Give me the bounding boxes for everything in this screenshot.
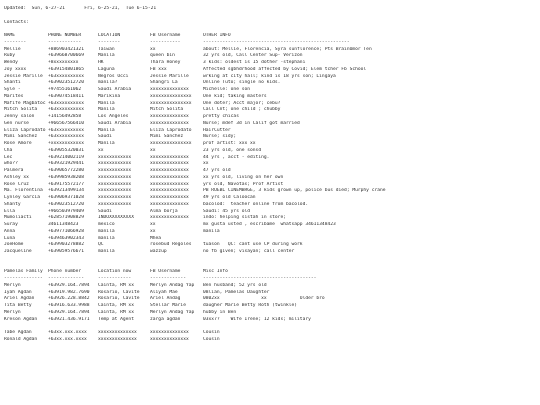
name-cell: Mellie	[4, 46, 21, 52]
phone-cell: -------------	[48, 276, 84, 281]
other-info-cell: 3 kids: oldest is 15 dother -stephani	[203, 60, 306, 65]
fb-username-cell: xxxxxxxxxxxxxx	[150, 188, 189, 194]
other-info-cell: 49 yrs old Caloocan	[203, 195, 256, 200]
other-info-cell: Misc Info	[203, 269, 228, 275]
name-cell: NAME	[4, 33, 16, 38]
fb-username-cell: FB xxx	[150, 66, 167, 72]
location-cell: --------	[98, 39, 121, 45]
phone-cell: 34611348423	[48, 222, 79, 227]
fb-username-cell: Merlyn Andag Yap	[150, 282, 195, 288]
fb-username-cell: xxxxxxxxxxxxxx	[150, 330, 189, 335]
location-cell: Location now	[98, 269, 132, 275]
location-cell: mexico	[98, 222, 115, 227]
fb-username-cell: xxxxxxxxxxxxxx	[150, 114, 189, 119]
name-cell: Merlyn	[4, 309, 21, 315]
fb-username-cell: Aliyah Mae	[150, 289, 178, 295]
fb-username-cell: xxxxxxxxxxxxxx	[150, 195, 189, 200]
phone-cell: +97455161062	[48, 87, 82, 92]
contact-row	[4, 67, 540, 74]
name-cell: Cha	[4, 147, 13, 153]
location-cell: INDOXXXXXXXXX	[98, 215, 134, 221]
contact-row	[4, 161, 540, 168]
other-info-cell: One kid; taking masters	[203, 93, 267, 99]
contact-row	[4, 249, 540, 256]
location-cell: Manila	[98, 107, 115, 113]
other-info-cell: hubby in Ben	[203, 309, 237, 315]
fb-username-cell: xx	[150, 147, 156, 153]
other-info-cell: indo: helping sistah in store;	[203, 215, 286, 221]
family-row	[4, 337, 540, 344]
fb-username-cell: xxxxxxxxxxxxxx	[150, 87, 189, 92]
other-info-cell: Online Tuto; single no kids.	[203, 80, 281, 86]
contact-row	[4, 242, 540, 249]
contact-row	[4, 107, 540, 114]
location-cell: xxxxxxxxxxxx	[98, 168, 132, 173]
location-cell: Cainta, RM xx	[98, 309, 134, 315]
location-cell: Los Angeles	[98, 114, 129, 119]
phone-cell: +639055320031	[48, 147, 84, 153]
family-table	[4, 269, 540, 323]
other-info-cell: 44 yrs , acct - editing.	[203, 154, 270, 160]
other-info-cell: tuason QC: cant use CP during work	[203, 242, 303, 248]
name-cell: Iyah Agdan	[4, 289, 32, 295]
name-cell: Eliza Caprodato	[4, 127, 46, 133]
other-info-cell: daugher Marie Betty Roth (twinkle)	[203, 303, 298, 308]
name-cell: Mitch Solita	[4, 107, 38, 113]
fb-username-cell: xxxxxxxxxxxxxxx	[150, 141, 192, 146]
other-info-cell: One doter; Acct major; cebu?	[203, 100, 281, 106]
phone-cell: +8xxxxxxxxx	[48, 60, 79, 65]
name-cell: Pamelas Family	[4, 269, 43, 275]
location-cell: LOCATION	[98, 33, 121, 38]
fb-username-cell: xxxxxxxxxxxxxx	[150, 161, 189, 167]
family-row	[4, 303, 540, 310]
name-cell: Palmera	[4, 168, 24, 173]
name-cell: Ruby	[4, 53, 16, 59]
phone-cell: +639023512720	[48, 201, 84, 207]
contact-row	[4, 236, 540, 243]
phone-cell: +639059576671	[48, 249, 84, 254]
phone-cell: +14156492858	[48, 114, 82, 119]
family-row	[4, 317, 540, 324]
fb-username-cell: -------------	[150, 276, 186, 281]
family-row	[4, 330, 540, 337]
location-cell: Saudi	[98, 134, 112, 140]
fb-username-cell: Stellar Marie	[150, 303, 186, 308]
family-row	[4, 310, 540, 317]
contact-row	[4, 47, 540, 54]
contact-row	[4, 60, 540, 67]
location-cell: Taiwan	[98, 46, 115, 52]
phone-cell: +639985938208	[48, 174, 84, 180]
phone-cell: +63xx.xxx.xxxx	[48, 330, 87, 335]
other-info-cell: Cousin	[203, 330, 220, 335]
fb-username-cell: rosebud Regoles	[150, 242, 192, 248]
location-cell: manila	[98, 228, 115, 234]
fb-username-cell: Eliza Caprodato	[150, 127, 192, 133]
updated-line: Updated: Sun, 6-27-21 Fri, 6-25-21, Tue 6-15-21	[4, 6, 157, 11]
location-cell: xxxxxxxxxxxx	[98, 195, 132, 200]
other-info-cell: Affected sgbhdrhood affected by Covid; Elem tcher Fb School	[203, 66, 367, 72]
contact-row	[4, 114, 540, 121]
other-info-cell: HairCutter	[203, 127, 231, 133]
name-cell: Rose Cruz	[4, 181, 29, 187]
phone-cell: +639069371028	[48, 195, 84, 200]
phone-cell: +639213499134	[48, 188, 84, 194]
family-row	[4, 290, 540, 297]
fb-username-cell: xxxxxxxxxxxxxx	[150, 336, 189, 342]
location-cell: Negros Occi	[98, 73, 129, 79]
contact-row	[4, 195, 540, 202]
phone-cell: +639154801865	[48, 66, 84, 72]
name-cell: Luna	[4, 235, 16, 241]
name-cell: Wendy	[4, 60, 18, 65]
contact-row	[4, 209, 540, 216]
location-cell: Manila	[98, 127, 115, 133]
name-cell: Rose Amore	[4, 141, 32, 146]
location-cell: xxxxxxxxxxxx	[98, 174, 132, 180]
contact-row	[4, 229, 540, 236]
fb-username-cell: -----------	[150, 39, 181, 45]
location-cell: Saudi Arabia	[98, 87, 132, 92]
name-cell: Mafife Magbatoc	[4, 100, 46, 106]
contact-row	[4, 128, 540, 135]
contact-row	[4, 202, 540, 209]
location-cell: Rosario, Cavite	[98, 289, 140, 295]
phone-cell: PHONE NUMBER	[48, 33, 82, 38]
fb-username-cell: Alma borja	[150, 208, 178, 214]
contact-row	[4, 94, 540, 101]
phone-cell: +xxxxxxxxxxxx	[48, 141, 84, 146]
other-info-cell: 23 yrs old, one sonsd	[203, 147, 262, 153]
name-cell: Lynley Garcia	[4, 195, 40, 200]
fb-username-cell: xxxxxxxxxxxxxx	[150, 201, 189, 207]
fb-username-cell: xxxxxxxxxxxxxxx	[150, 100, 192, 106]
location-cell: Laguna	[98, 66, 115, 72]
name-cell: Tita Betty	[4, 303, 32, 308]
other-info-cell: OTHER INFO	[203, 33, 231, 38]
other-info-cell: 03xx7? Wife Irene; 12 kids; military	[203, 316, 311, 322]
contact-row	[4, 155, 540, 162]
other-info-cell: Ben husband; 52 yrs old	[203, 282, 267, 288]
other-info-cell: manila	[203, 228, 220, 234]
fb-username-cell: xx	[150, 46, 156, 52]
fb-username-cell: Shangri La	[150, 80, 178, 86]
other-info-cell: 08lian, Pamelas Daughter	[203, 289, 270, 295]
location-cell: QC	[98, 242, 104, 248]
name-cell: Merlyn	[4, 282, 21, 288]
phone-cell: ------------	[48, 39, 82, 45]
family-underline-row	[4, 276, 540, 283]
name-cell: Ariel Agdan	[4, 296, 35, 302]
family-row	[4, 296, 540, 303]
contact-row	[4, 87, 540, 94]
name-cell: Kreson Agdan	[4, 316, 38, 322]
phone-cell: +639463902343	[48, 235, 84, 241]
other-info-cell: about: Mellie, Florencia, Syra sunflorence; Pts BrainUmor Ten	[203, 46, 372, 52]
contact-row	[4, 222, 540, 229]
location-cell: manila?	[98, 80, 118, 86]
fb-username-cell: xxxxxxxxxxxxxxx	[150, 93, 192, 99]
contact-row	[4, 215, 540, 222]
phone-cell: +63921.436.9171	[48, 316, 90, 322]
fb-username-cell: Mimi Sanchez	[150, 134, 184, 140]
name-cell: Jacqueline	[4, 249, 32, 254]
family-row	[4, 283, 540, 290]
contacts-underline-row	[4, 40, 540, 47]
fb-username-cell: FB Username	[150, 269, 181, 275]
name-cell: JoeHome	[4, 242, 24, 248]
other-info-cell: yrs old, Navotas; Prof Artist	[203, 181, 284, 187]
contact-row	[4, 53, 540, 60]
name-cell: Syle -	[4, 87, 21, 92]
contacts-header-row	[4, 33, 540, 40]
location-cell: Saudi Arabia	[98, 120, 132, 126]
family-extra-table	[4, 330, 540, 344]
name-cell: Marites	[4, 93, 24, 99]
phone-cell: +63xxxxxxxxxx	[48, 73, 84, 79]
phone-cell: +63xxxxxxxxxx	[48, 107, 84, 113]
location-cell: Saudi	[98, 208, 112, 214]
location-cell: Marikina	[98, 93, 121, 99]
phone-cell: +628571908829	[48, 215, 84, 221]
fb-username-cell: wazzup	[150, 249, 167, 254]
contact-row	[4, 80, 540, 87]
location-cell: Manila	[98, 53, 115, 59]
other-info-cell: prof artist: xxx xx	[203, 141, 256, 146]
name-cell: Lec	[4, 154, 13, 160]
other-info-cell: Nurse; mdef 3d in Calif got married	[203, 120, 300, 126]
location-cell: HK	[98, 60, 104, 65]
fb-username-cell: Mitch Solita	[150, 107, 184, 113]
phone-cell: +63xx.xxx.xxxx	[48, 336, 87, 342]
fb-username-cell: Mhea	[150, 235, 162, 241]
contact-row	[4, 134, 540, 141]
contact-row	[4, 168, 540, 175]
other-info-cell: -----------------------------------------------------	[203, 39, 350, 45]
contact-row	[4, 182, 540, 189]
fb-username-cell: Ariel Andag	[150, 296, 181, 302]
contact-row	[4, 188, 540, 195]
other-info-cell: 32 yrs old, Call Center Sup- Verizon	[203, 53, 303, 59]
location-cell: xxxxxxxxxxxx	[98, 188, 132, 194]
name-cell: Shanty	[4, 201, 21, 207]
other-info-cell: -----------------------------------------	[203, 276, 317, 281]
location-cell: Cainta, RM xx	[98, 303, 134, 308]
other-info-cell: Nurse; sidy;	[203, 134, 237, 140]
fb-username-cell: xx	[150, 228, 156, 234]
fb-username-cell: xxxxxxxxxxxxxx	[150, 154, 189, 160]
family-header-row	[4, 269, 540, 276]
name-cell: who??	[4, 161, 18, 167]
phone-cell: +63929.164.7894	[48, 282, 90, 288]
fb-username-cell: queen bin	[150, 53, 175, 59]
phone-cell: +639023512720	[48, 80, 84, 86]
fb-username-cell: xx	[150, 222, 156, 227]
location-cell: xxxxxxxxxxxx	[98, 181, 132, 187]
other-info-cell: Cousin	[203, 336, 220, 342]
other-info-cell: no fb given; visayan; call center	[203, 249, 295, 254]
name-cell: Jenny salon	[4, 114, 35, 119]
location-cell: xxxxxxxxxxxx	[98, 154, 132, 160]
location-cell: xxxxxxxxxxxx	[98, 201, 132, 207]
contacts-table	[4, 33, 540, 256]
other-info-cell: bacolod: teacher online from bacolod.	[203, 201, 309, 207]
name-cell: --------------	[4, 276, 43, 281]
phone-cell: +63926.228.8842	[48, 296, 90, 302]
name-cell: Ronald Agdan	[4, 336, 38, 342]
fb-username-cell: zarga agdan	[150, 316, 181, 322]
fb-username-cell: FB Username	[150, 33, 181, 38]
phone-cell: +639214002119	[48, 154, 84, 160]
name-cell: Joy xxxx	[4, 66, 27, 72]
other-info-cell: Michelle: one son	[203, 87, 251, 92]
other-info-cell: 47 yrs old	[203, 168, 231, 173]
phone-cell: +639903278882	[48, 242, 84, 248]
other-info-cell: xx yrs old, living on her own	[203, 174, 284, 180]
phone-cell: +63929.164.7894	[48, 309, 90, 315]
other-info-cell: Call Cnt; one child ; chubby	[203, 107, 281, 113]
name-cell: Tabe Agdan	[4, 330, 32, 335]
phone-cell: +639074518411	[48, 93, 84, 99]
phone-cell: +639065772280	[48, 168, 84, 173]
name-cell: --------	[4, 39, 27, 45]
location-cell: Temp at Agent	[98, 316, 134, 322]
contact-row	[4, 101, 540, 108]
location-cell: Cainta, RM xx	[98, 282, 134, 288]
location-cell: xxxxxxxxxxxxxx	[98, 336, 137, 342]
contact-row	[4, 148, 540, 155]
fb-username-cell: xxxxxxxxxxxxxx	[150, 120, 189, 126]
phone-cell: +639668700669	[48, 53, 84, 59]
name-cell: Suray	[4, 222, 18, 227]
location-cell: Rosario, Cavite	[98, 296, 140, 302]
location-cell: Manila	[98, 100, 115, 106]
fb-username-cell: Thara Honey	[150, 60, 181, 65]
phone-cell: +63916.633.9988	[48, 303, 90, 308]
phone-cell: +639175572177	[48, 181, 84, 187]
fb-username-cell: Jessie Marille	[150, 73, 189, 79]
location-cell: manila	[98, 235, 115, 241]
contact-row	[4, 175, 540, 182]
fb-username-cell: Merlyn Andag Yap	[150, 309, 195, 315]
location-cell: xxxxxxxxxxxx	[98, 161, 132, 167]
location-cell: ------------	[98, 276, 132, 281]
other-info-cell: PB RUEBL CINEMBRGE, 3 kids grown up, police bus died; Murphy crane	[203, 188, 386, 194]
contacts-label: Contacts:	[4, 19, 29, 25]
name-cell: Shanti	[4, 80, 21, 86]
phone-cell: Phone number	[48, 269, 82, 275]
contact-row	[4, 141, 540, 148]
name-cell: Gen nurse	[4, 120, 29, 126]
other-info-cell: Saudi: 45 yrs old	[203, 208, 251, 214]
phone-cell: +63xxxxxxxxxx	[48, 100, 84, 106]
name-cell: Anna	[4, 228, 16, 234]
phone-cell: +639771066928	[48, 228, 84, 234]
fb-username-cell: xxxxxxxxxxxxxx	[150, 215, 189, 221]
name-cell: Ashley xx	[4, 174, 29, 180]
phone-cell: +966567566410	[48, 120, 84, 126]
name-cell: Ella	[4, 208, 16, 214]
phone-cell: +966503979409	[48, 208, 84, 214]
phone-cell: +63919.982.7690	[48, 289, 90, 295]
location-cell: xxxxxxxxxxxxxx	[98, 330, 137, 335]
location-cell: manila	[98, 249, 115, 254]
phone-cell: +63xxxxxxxxxx	[48, 127, 84, 133]
location-cell: Manila	[98, 141, 115, 146]
name-cell: Jessie Marille	[4, 73, 43, 79]
name-cell: Mimi Sanchez	[4, 134, 38, 140]
name-cell: Ma. Florentina	[4, 188, 43, 194]
fb-username-cell: xxxxxxxxxxxxxx	[150, 174, 189, 180]
name-cell: Mumoliacti	[4, 215, 32, 221]
fb-username-cell: xxxxxxxxxxxxxx	[150, 168, 189, 173]
phone-cell: +886903421321	[48, 46, 84, 52]
other-info-cell: 0802xx xx Older bro	[203, 296, 325, 302]
other-info-cell: wrking at city hall; kind is 18 yrs son; Lingaya	[203, 73, 336, 79]
other-info-cell: mx gusta usted , escribame whatsapp 34611348423	[203, 222, 336, 227]
fb-username-cell: xxxxxxxxxxxxxx	[150, 181, 189, 187]
location-cell: xx	[98, 147, 104, 153]
other-info-cell: pretty chicas	[203, 114, 239, 119]
other-info-cell: xx	[203, 161, 209, 167]
phone-cell: +639321929441	[48, 161, 84, 167]
phone-cell: +63xxxxxxxxxx	[48, 134, 84, 140]
contact-row	[4, 74, 540, 81]
contact-row	[4, 121, 540, 128]
